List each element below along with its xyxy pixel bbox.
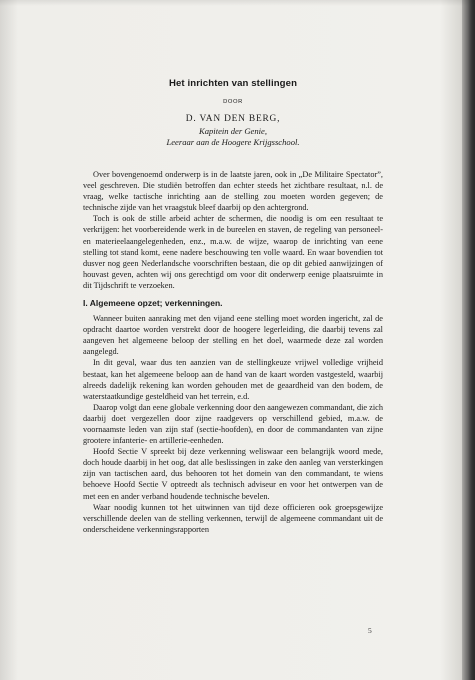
- intro-paragraph: Over bovengenoemd onderwerp is in de laatste jaren, ook in „De Militaire Spectator”, veel geschreven. Die studiën betroffen dan echter steeds het zichtbare resultaat, n.l. de vraag, welke tactische inrichting aan de stelling zou moeten worden gegeven; de technische zijde van het vraagstuk bleef daarbij op den achtergrond.: [83, 170, 383, 213]
- section-paragraph: Daarop volgt dan eene globale verkenning door den aangewezen commandant, die zich daarbij doet vergezellen door zijne raadgevers op verschillend gebied, m.a.w. de voornaamste leden van zijn staf (sectie-hoofden), en door de commandanten van zijne grootere infanterie- en artillerie-eenheden.: [83, 402, 383, 446]
- article-body: [83, 78, 383, 535]
- section-paragraph: Waar noodig kunnen tot het uitwinnen van tijd deze officieren ook groepsgewijze verschillende deelen van de stelling verkennen, terwijl de algemeene commandant uit de onderscheidene verkenningsrapporten: [83, 502, 383, 534]
- page-top-shadow: [0, 0, 475, 6]
- intro-paragraph: Toch is ook de stille arbeid achter de schermen, die noodig is om een resultaat te verkrijgen: het voorbereidende werk in de bureelen en staven, de regeling van personeel- en materieelaangelegenheden, enz., m.a.w. de wijze, waarop de inrichting van eene stelling tot stand komt, eene nadere beschouwing ten volle waard. En waar bovendien tot dusver nog geen Nederlandsche voorschriften bestaan, die op dit gebied aanwijzingen of houvast geven, achten wij ons gerechtigd om voor dit onderwerp eenige plaatsruimte in dit Tijdschrift te verzoeken.: [83, 214, 383, 290]
- author-role-line-2: Leeraar aan de Hoogere Krijgsschool.: [166, 137, 300, 147]
- section-paragraph: Wanneer buiten aanraking met den vijand eene stelling moet worden ingericht, zal de opdracht daartoe worden verstrekt door de hoogere legerleiding, die daarbij tevens zal aangeven het algemeene beloop der stelling en het doel, waarmede deze zal worden aangelegd.: [83, 314, 383, 357]
- author-role-line-1: Kapitein der Genie,: [198, 126, 268, 136]
- section-paragraph: In dit geval, waar dus ten aanzien van de stellingkeuze vrijwel volledige vrijheid bestaat, kan het algemeene beloop aan de hand van de kaart worden vastgesteld, waarbij alreeds dadelijk rekening kan worden gehouden met de geaardheid van den bodem, de waterstaatkundige gesteldheid van het terrein, e.d.: [83, 358, 383, 401]
- author-name: D. VAN DEN BERG,: [185, 114, 281, 124]
- section-paragraph: Hoofd Sectie V spreekt bij deze verkenning weliswaar een belangrijk woord mede, doch houde daarbij in het oog, dat alle beslissingen in zake den aanleg van versterkingen zijn van tactischen aard, dus behooren tot het domein van den commandant, te wiens behoeve Hoofd Sectie V optreedt als technisch adviseur en voor het ontwerpen van de met een en ander verband houdende technische bevelen.: [83, 447, 383, 501]
- page-edge-shadow: [462, 0, 475, 680]
- byline-word: DOOR: [223, 99, 243, 105]
- section-heading: I. Algemeene opzet; verkenningen.: [83, 298, 223, 309]
- article-title: Het inrichten van stellingen: [168, 78, 298, 89]
- page-number: 5: [368, 626, 372, 635]
